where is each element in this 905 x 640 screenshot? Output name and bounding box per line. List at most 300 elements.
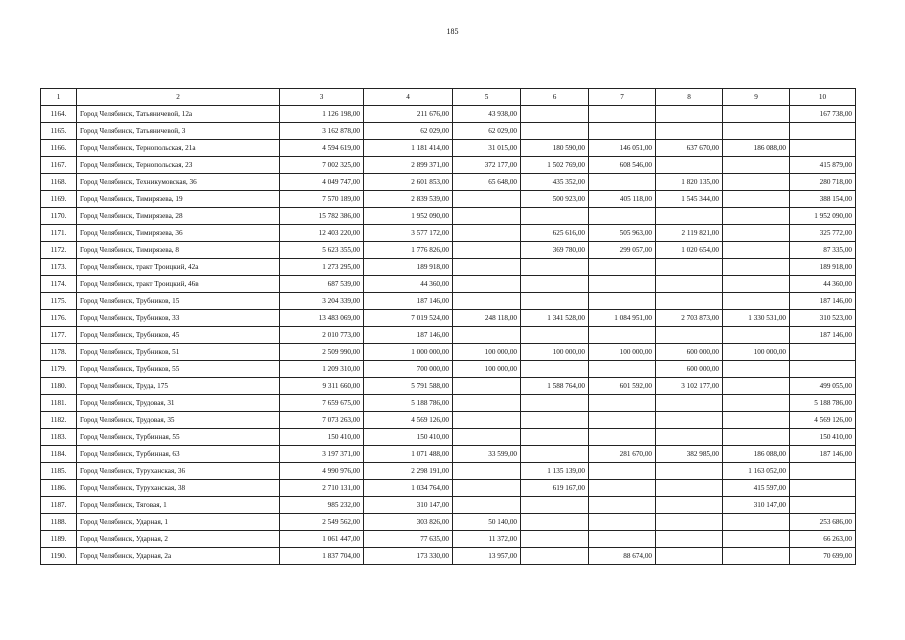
amount-cell: 2 710 131,00 <box>280 480 364 497</box>
amount-cell: 1 952 090,00 <box>790 208 856 225</box>
address-cell: Город Челябинск, Ударная, 2 <box>77 531 280 548</box>
amount-cell <box>589 276 656 293</box>
address-cell: Город Челябинск, Тернопольская, 21а <box>77 140 280 157</box>
table-row <box>41 225 856 242</box>
amount-cell: 1 000 000,00 <box>364 344 453 361</box>
amount-cell: 248 118,00 <box>453 310 521 327</box>
amount-cell <box>723 225 790 242</box>
address-cell: Город Челябинск, Тяговая, 1 <box>77 497 280 514</box>
amount-cell: 66 263,00 <box>790 531 856 548</box>
amount-cell <box>453 463 521 480</box>
row-number-cell: 1185. <box>41 463 77 480</box>
amount-cell: 44 360,00 <box>364 276 453 293</box>
amount-cell: 150 410,00 <box>790 429 856 446</box>
amount-cell <box>521 412 589 429</box>
address-cell: Город Челябинск, Трубников, 45 <box>77 327 280 344</box>
row-number-cell: 1183. <box>41 429 77 446</box>
amount-cell: 7 570 189,00 <box>280 191 364 208</box>
amount-cell: 619 167,00 <box>521 480 589 497</box>
address-cell: Город Челябинск, Ударная, 1 <box>77 514 280 531</box>
amount-cell <box>521 327 589 344</box>
column-header-10: 10 <box>790 89 856 106</box>
amount-cell: 62 029,00 <box>453 123 521 140</box>
amount-cell <box>521 276 589 293</box>
amount-cell <box>453 327 521 344</box>
amount-cell: 1 341 528,00 <box>521 310 589 327</box>
row-number-cell: 1184. <box>41 446 77 463</box>
amount-cell <box>589 497 656 514</box>
amount-cell: 405 118,00 <box>589 191 656 208</box>
amount-cell: 2 010 773,00 <box>280 327 364 344</box>
amount-cell <box>723 395 790 412</box>
amount-cell <box>656 106 723 123</box>
amount-cell: 415 879,00 <box>790 157 856 174</box>
address-cell: Город Челябинск, Техникумовская, 36 <box>77 174 280 191</box>
amount-cell: 435 352,00 <box>521 174 589 191</box>
table-row <box>41 293 856 310</box>
amount-cell <box>453 395 521 412</box>
amount-cell <box>521 293 589 310</box>
address-cell: Город Челябинск, Трубников, 55 <box>77 361 280 378</box>
amount-cell: 601 592,00 <box>589 378 656 395</box>
address-cell: Город Челябинск, Трубников, 51 <box>77 344 280 361</box>
amount-cell: 150 410,00 <box>364 429 453 446</box>
amount-cell: 187 146,00 <box>790 327 856 344</box>
amount-cell: 700 000,00 <box>364 361 453 378</box>
amount-cell: 499 055,00 <box>790 378 856 395</box>
amount-cell <box>656 463 723 480</box>
row-number-cell: 1175. <box>41 293 77 310</box>
amount-cell <box>656 480 723 497</box>
amount-cell <box>723 361 790 378</box>
amount-cell: 600 000,00 <box>656 344 723 361</box>
amount-cell: 1 837 704,00 <box>280 548 364 565</box>
amount-cell: 505 963,00 <box>589 225 656 242</box>
table-row <box>41 276 856 293</box>
column-header-2: 2 <box>77 89 280 106</box>
amount-cell: 70 699,00 <box>790 548 856 565</box>
amount-cell <box>723 531 790 548</box>
amount-cell: 100 000,00 <box>723 344 790 361</box>
amount-cell: 253 686,00 <box>790 514 856 531</box>
address-cell: Город Челябинск, Туруханская, 38 <box>77 480 280 497</box>
amount-cell <box>453 208 521 225</box>
amount-cell <box>723 378 790 395</box>
address-cell: Город Челябинск, Татьяничевой, 3 <box>77 123 280 140</box>
amount-cell <box>790 463 856 480</box>
address-cell: Город Челябинск, Трудовая, 31 <box>77 395 280 412</box>
amount-cell: 186 088,00 <box>723 446 790 463</box>
amount-cell: 65 648,00 <box>453 174 521 191</box>
table-row <box>41 395 856 412</box>
address-cell: Город Челябинск, Трубников, 15 <box>77 293 280 310</box>
amount-cell <box>656 293 723 310</box>
amount-cell: 100 000,00 <box>521 344 589 361</box>
amount-cell <box>521 395 589 412</box>
amount-cell: 1 126 198,00 <box>280 106 364 123</box>
address-cell: Город Челябинск, Тимирязева, 19 <box>77 191 280 208</box>
amount-cell: 4 569 126,00 <box>364 412 453 429</box>
page-number: 185 <box>446 27 459 36</box>
column-header-1: 1 <box>41 89 77 106</box>
amount-cell <box>521 497 589 514</box>
row-number-cell: 1179. <box>41 361 77 378</box>
address-cell: Город Челябинск, Трубников, 33 <box>77 310 280 327</box>
table-row <box>41 327 856 344</box>
amount-cell: 3 577 172,00 <box>364 225 453 242</box>
row-number-cell: 1180. <box>41 378 77 395</box>
row-number-cell: 1164. <box>41 106 77 123</box>
amount-cell <box>656 497 723 514</box>
amount-cell: 2 509 990,00 <box>280 344 364 361</box>
amount-cell <box>589 259 656 276</box>
table-row <box>41 310 856 327</box>
amount-cell <box>521 514 589 531</box>
row-number-cell: 1187. <box>41 497 77 514</box>
amount-cell <box>656 395 723 412</box>
table-row <box>41 174 856 191</box>
amount-cell <box>521 259 589 276</box>
amount-cell <box>453 276 521 293</box>
row-number-cell: 1173. <box>41 259 77 276</box>
row-number-cell: 1167. <box>41 157 77 174</box>
row-number-cell: 1166. <box>41 140 77 157</box>
amount-cell <box>723 157 790 174</box>
amount-cell: 11 372,00 <box>453 531 521 548</box>
amount-cell <box>589 123 656 140</box>
amount-cell: 7 019 524,00 <box>364 310 453 327</box>
row-number-cell: 1170. <box>41 208 77 225</box>
amount-cell: 3 197 371,00 <box>280 446 364 463</box>
amount-cell: 382 985,00 <box>656 446 723 463</box>
address-cell: Город Челябинск, Туруханская, 36 <box>77 463 280 480</box>
amount-cell: 280 718,00 <box>790 174 856 191</box>
amount-cell: 325 772,00 <box>790 225 856 242</box>
amount-cell: 500 923,00 <box>521 191 589 208</box>
amount-cell: 2 703 873,00 <box>656 310 723 327</box>
header-row <box>41 89 856 106</box>
amount-cell: 2 839 539,00 <box>364 191 453 208</box>
address-cell: Город Челябинск, Трудовая, 35 <box>77 412 280 429</box>
amount-cell: 4 569 126,00 <box>790 412 856 429</box>
amount-cell <box>589 463 656 480</box>
row-number-cell: 1190. <box>41 548 77 565</box>
amount-cell <box>453 480 521 497</box>
amount-cell: 187 146,00 <box>364 293 453 310</box>
amount-cell: 7 073 263,00 <box>280 412 364 429</box>
amount-cell: 2 298 191,00 <box>364 463 453 480</box>
amount-cell <box>656 276 723 293</box>
amount-cell: 1 209 310,00 <box>280 361 364 378</box>
amount-cell <box>656 412 723 429</box>
address-cell: Город Челябинск, Турбинная, 63 <box>77 446 280 463</box>
amount-cell <box>723 191 790 208</box>
row-number-cell: 1169. <box>41 191 77 208</box>
amount-cell: 310 147,00 <box>723 497 790 514</box>
amount-cell <box>656 531 723 548</box>
amount-cell: 87 335,00 <box>790 242 856 259</box>
amount-cell <box>790 344 856 361</box>
amount-cell: 100 000,00 <box>453 344 521 361</box>
amount-cell <box>521 361 589 378</box>
amount-cell: 608 546,00 <box>589 157 656 174</box>
amount-cell <box>521 548 589 565</box>
amount-cell <box>521 208 589 225</box>
amount-cell: 77 635,00 <box>364 531 453 548</box>
address-cell: Город Челябинск, тракт Троицкий, 42а <box>77 259 280 276</box>
amount-cell: 1 135 139,00 <box>521 463 589 480</box>
row-number-cell: 1172. <box>41 242 77 259</box>
row-number-cell: 1171. <box>41 225 77 242</box>
amount-cell: 2 119 821,00 <box>656 225 723 242</box>
amount-cell: 310 147,00 <box>364 497 453 514</box>
amount-cell <box>589 327 656 344</box>
column-header-5: 5 <box>453 89 521 106</box>
amount-cell <box>589 293 656 310</box>
address-cell: Город Челябинск, Труда, 175 <box>77 378 280 395</box>
column-header-7: 7 <box>589 89 656 106</box>
table-row <box>41 208 856 225</box>
amount-cell <box>453 225 521 242</box>
amount-cell: 1 163 052,00 <box>723 463 790 480</box>
row-number-cell: 1188. <box>41 514 77 531</box>
amount-cell <box>453 378 521 395</box>
row-number-cell: 1182. <box>41 412 77 429</box>
amount-cell: 2 601 853,00 <box>364 174 453 191</box>
amount-cell: 3 204 339,00 <box>280 293 364 310</box>
amount-cell <box>656 514 723 531</box>
amount-cell <box>723 412 790 429</box>
table-row <box>41 446 856 463</box>
amount-cell: 13 957,00 <box>453 548 521 565</box>
amount-cell <box>521 446 589 463</box>
amount-cell: 62 029,00 <box>364 123 453 140</box>
row-number-cell: 1165. <box>41 123 77 140</box>
amount-cell <box>656 259 723 276</box>
amount-cell <box>723 327 790 344</box>
column-header-3: 3 <box>280 89 364 106</box>
amount-cell <box>656 327 723 344</box>
address-cell: Город Челябинск, Тернопольская, 23 <box>77 157 280 174</box>
amount-cell <box>723 174 790 191</box>
amount-cell: 211 676,00 <box>364 106 453 123</box>
row-number-cell: 1168. <box>41 174 77 191</box>
amount-cell: 1 034 764,00 <box>364 480 453 497</box>
table-row <box>41 106 856 123</box>
amount-cell: 187 146,00 <box>790 446 856 463</box>
amount-cell <box>589 106 656 123</box>
amount-cell: 7 002 325,00 <box>280 157 364 174</box>
amount-cell: 310 523,00 <box>790 310 856 327</box>
amount-cell: 1 502 769,00 <box>521 157 589 174</box>
amount-cell: 415 597,00 <box>723 480 790 497</box>
column-header-8: 8 <box>656 89 723 106</box>
amount-cell: 1 952 090,00 <box>364 208 453 225</box>
table-row <box>41 157 856 174</box>
amount-cell: 88 674,00 <box>589 548 656 565</box>
amount-cell <box>656 123 723 140</box>
amount-cell <box>589 395 656 412</box>
table-row <box>41 259 856 276</box>
amount-cell: 4 990 976,00 <box>280 463 364 480</box>
amount-cell: 1 545 344,00 <box>656 191 723 208</box>
amount-cell <box>656 157 723 174</box>
amount-cell: 5 623 355,00 <box>280 242 364 259</box>
address-cell: Город Челябинск, Тимирязева, 8 <box>77 242 280 259</box>
amount-cell: 187 146,00 <box>364 327 453 344</box>
amount-cell <box>453 497 521 514</box>
amount-cell <box>521 429 589 446</box>
amount-cell <box>453 191 521 208</box>
amount-cell: 5 188 786,00 <box>790 395 856 412</box>
amount-cell: 1 181 414,00 <box>364 140 453 157</box>
amount-cell: 13 483 069,00 <box>280 310 364 327</box>
amount-cell: 31 015,00 <box>453 140 521 157</box>
amount-cell <box>723 548 790 565</box>
amount-cell: 1 820 135,00 <box>656 174 723 191</box>
amount-cell: 189 918,00 <box>364 259 453 276</box>
table-header <box>41 89 856 106</box>
amount-cell <box>589 412 656 429</box>
amount-cell <box>656 548 723 565</box>
address-cell: Город Челябинск, Турбинная, 55 <box>77 429 280 446</box>
amount-cell: 1 084 951,00 <box>589 310 656 327</box>
amount-cell <box>656 208 723 225</box>
amount-cell <box>790 140 856 157</box>
table-row <box>41 378 856 395</box>
amount-cell: 985 232,00 <box>280 497 364 514</box>
amount-cell <box>723 259 790 276</box>
amount-cell: 2 549 562,00 <box>280 514 364 531</box>
amount-cell <box>589 361 656 378</box>
amount-cell: 687 539,00 <box>280 276 364 293</box>
amount-cell: 187 146,00 <box>790 293 856 310</box>
row-number-cell: 1176. <box>41 310 77 327</box>
amount-cell: 388 154,00 <box>790 191 856 208</box>
address-cell: Город Челябинск, Тимирязева, 28 <box>77 208 280 225</box>
amount-cell <box>723 293 790 310</box>
amount-cell: 12 403 220,00 <box>280 225 364 242</box>
table-row <box>41 429 856 446</box>
amount-cell: 625 616,00 <box>521 225 589 242</box>
row-number-cell: 1178. <box>41 344 77 361</box>
table-body <box>41 106 856 565</box>
amount-cell <box>521 531 589 548</box>
amount-cell <box>790 361 856 378</box>
amount-cell <box>656 429 723 446</box>
amount-cell: 186 088,00 <box>723 140 790 157</box>
row-number-cell: 1186. <box>41 480 77 497</box>
amount-cell: 600 000,00 <box>656 361 723 378</box>
row-number-cell: 1177. <box>41 327 77 344</box>
amount-cell: 4 049 747,00 <box>280 174 364 191</box>
amount-cell: 5 188 786,00 <box>364 395 453 412</box>
amount-cell <box>453 259 521 276</box>
amount-cell: 189 918,00 <box>790 259 856 276</box>
amount-cell: 173 330,00 <box>364 548 453 565</box>
amount-cell <box>453 429 521 446</box>
amount-cell: 43 938,00 <box>453 106 521 123</box>
amount-cell <box>589 208 656 225</box>
column-header-4: 4 <box>364 89 453 106</box>
table-row <box>41 548 856 565</box>
address-cell: Город Челябинск, Тимирязева, 36 <box>77 225 280 242</box>
amount-cell: 7 659 675,00 <box>280 395 364 412</box>
amount-cell: 299 057,00 <box>589 242 656 259</box>
amount-cell: 150 410,00 <box>280 429 364 446</box>
budget-table <box>40 88 856 565</box>
amount-cell <box>723 429 790 446</box>
amount-cell: 5 791 588,00 <box>364 378 453 395</box>
row-number-cell: 1181. <box>41 395 77 412</box>
amount-cell: 3 102 177,00 <box>656 378 723 395</box>
address-cell: Город Челябинск, Татьяничевой, 12а <box>77 106 280 123</box>
amount-cell: 33 599,00 <box>453 446 521 463</box>
amount-cell: 180 590,00 <box>521 140 589 157</box>
table-row <box>41 497 856 514</box>
amount-cell <box>723 106 790 123</box>
amount-cell <box>453 293 521 310</box>
table-row <box>41 361 856 378</box>
amount-cell: 3 162 878,00 <box>280 123 364 140</box>
amount-cell <box>790 480 856 497</box>
row-number-cell: 1174. <box>41 276 77 293</box>
amount-cell <box>589 514 656 531</box>
amount-cell: 1 776 826,00 <box>364 242 453 259</box>
address-cell: Город Челябинск, Ударная, 2а <box>77 548 280 565</box>
amount-cell: 281 670,00 <box>589 446 656 463</box>
table-row <box>41 242 856 259</box>
amount-cell: 44 360,00 <box>790 276 856 293</box>
amount-cell: 1 061 447,00 <box>280 531 364 548</box>
amount-cell: 303 826,00 <box>364 514 453 531</box>
amount-cell <box>723 276 790 293</box>
table-row <box>41 463 856 480</box>
table-row <box>41 191 856 208</box>
column-header-6: 6 <box>521 89 589 106</box>
amount-cell: 1 020 654,00 <box>656 242 723 259</box>
amount-cell <box>453 412 521 429</box>
table-row <box>41 514 856 531</box>
amount-cell <box>453 242 521 259</box>
amount-cell: 100 000,00 <box>589 344 656 361</box>
amount-cell: 1 588 764,00 <box>521 378 589 395</box>
table-row <box>41 531 856 548</box>
amount-cell: 50 140,00 <box>453 514 521 531</box>
amount-cell: 372 177,00 <box>453 157 521 174</box>
amount-cell <box>790 123 856 140</box>
table-row <box>41 412 856 429</box>
amount-cell: 167 738,00 <box>790 106 856 123</box>
amount-cell <box>790 497 856 514</box>
amount-cell <box>521 106 589 123</box>
amount-cell <box>589 174 656 191</box>
amount-cell <box>589 480 656 497</box>
amount-cell: 2 899 371,00 <box>364 157 453 174</box>
amount-cell: 100 000,00 <box>453 361 521 378</box>
table-row <box>41 480 856 497</box>
address-cell: Город Челябинск, тракт Троицкий, 46в <box>77 276 280 293</box>
amount-cell: 1 330 531,00 <box>723 310 790 327</box>
amount-cell <box>589 429 656 446</box>
table-row <box>41 344 856 361</box>
amount-cell: 1 273 295,00 <box>280 259 364 276</box>
table-row <box>41 140 856 157</box>
amount-cell <box>723 514 790 531</box>
amount-cell: 637 670,00 <box>656 140 723 157</box>
column-header-9: 9 <box>723 89 790 106</box>
amount-cell <box>723 208 790 225</box>
